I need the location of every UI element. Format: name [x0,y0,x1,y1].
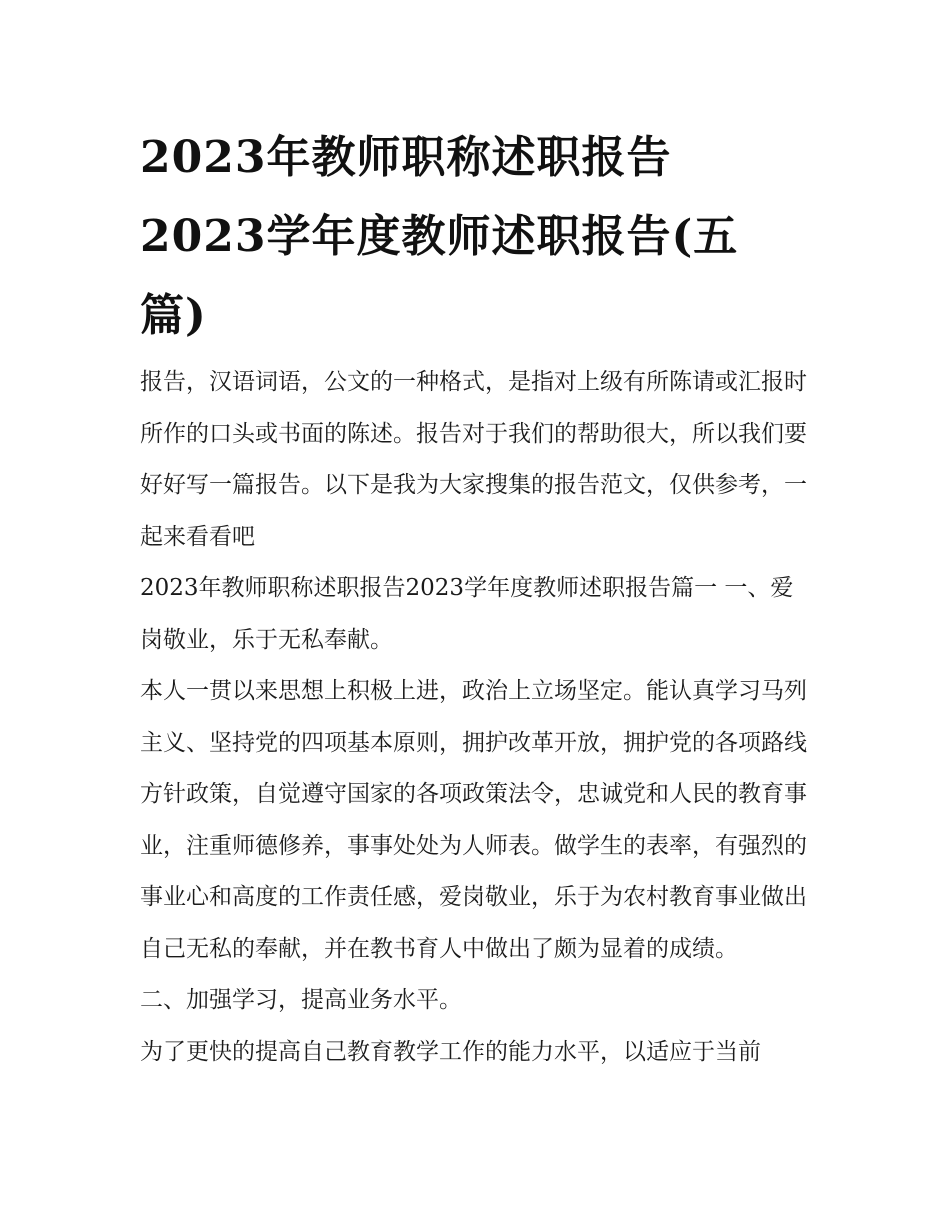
document-body [140,357,812,1078]
title-line-2: 2023学年度教师述职报告(五 [140,211,739,262]
title-line-1: 2023年教师职称述职报告 [140,132,672,183]
title-line-3: 篇) [140,290,207,341]
body-paragraph-1: 本人一贯以来思想上积极上进，政治上立场坚定。能认真学习马列主义、坚持党的四项基本原则，拥护改革开放，拥护党的各项路线方针政策，自觉遵守国家的各项政策法令，忠诚党和人民的教育事业，注重师德修养，事事处处为人师表。做学生的表率，有强烈的事业心和高度的工作责任感，爱岗敬业，乐于为农村教育事业做出自己无私的奉献，并在教书育人中做出了颇为显着的成绩。 [140,678,807,962]
section-heading-1: 2023年教师职称述职报告2023学年度教师述职报告篇一 一、爱岗敬业，乐于无私奉献。 [140,575,794,653]
section-heading-2: 二、加强学习，提高业务水平。 [140,987,462,1013]
document-title [140,118,820,355]
intro-paragraph: 报告，汉语词语，公文的一种格式，是指对上级有所陈请或汇报时所作的口头或书面的陈述。报告对于我们的帮助很大，所以我们要好好写一篇报告。以下是我为大家搜集的报告范文，仅供参考，一起来看看吧 [140,369,807,550]
body-paragraph-2: 为了更快的提高自己教育教学工作的能力水平，以适应于当前 [140,1038,761,1065]
